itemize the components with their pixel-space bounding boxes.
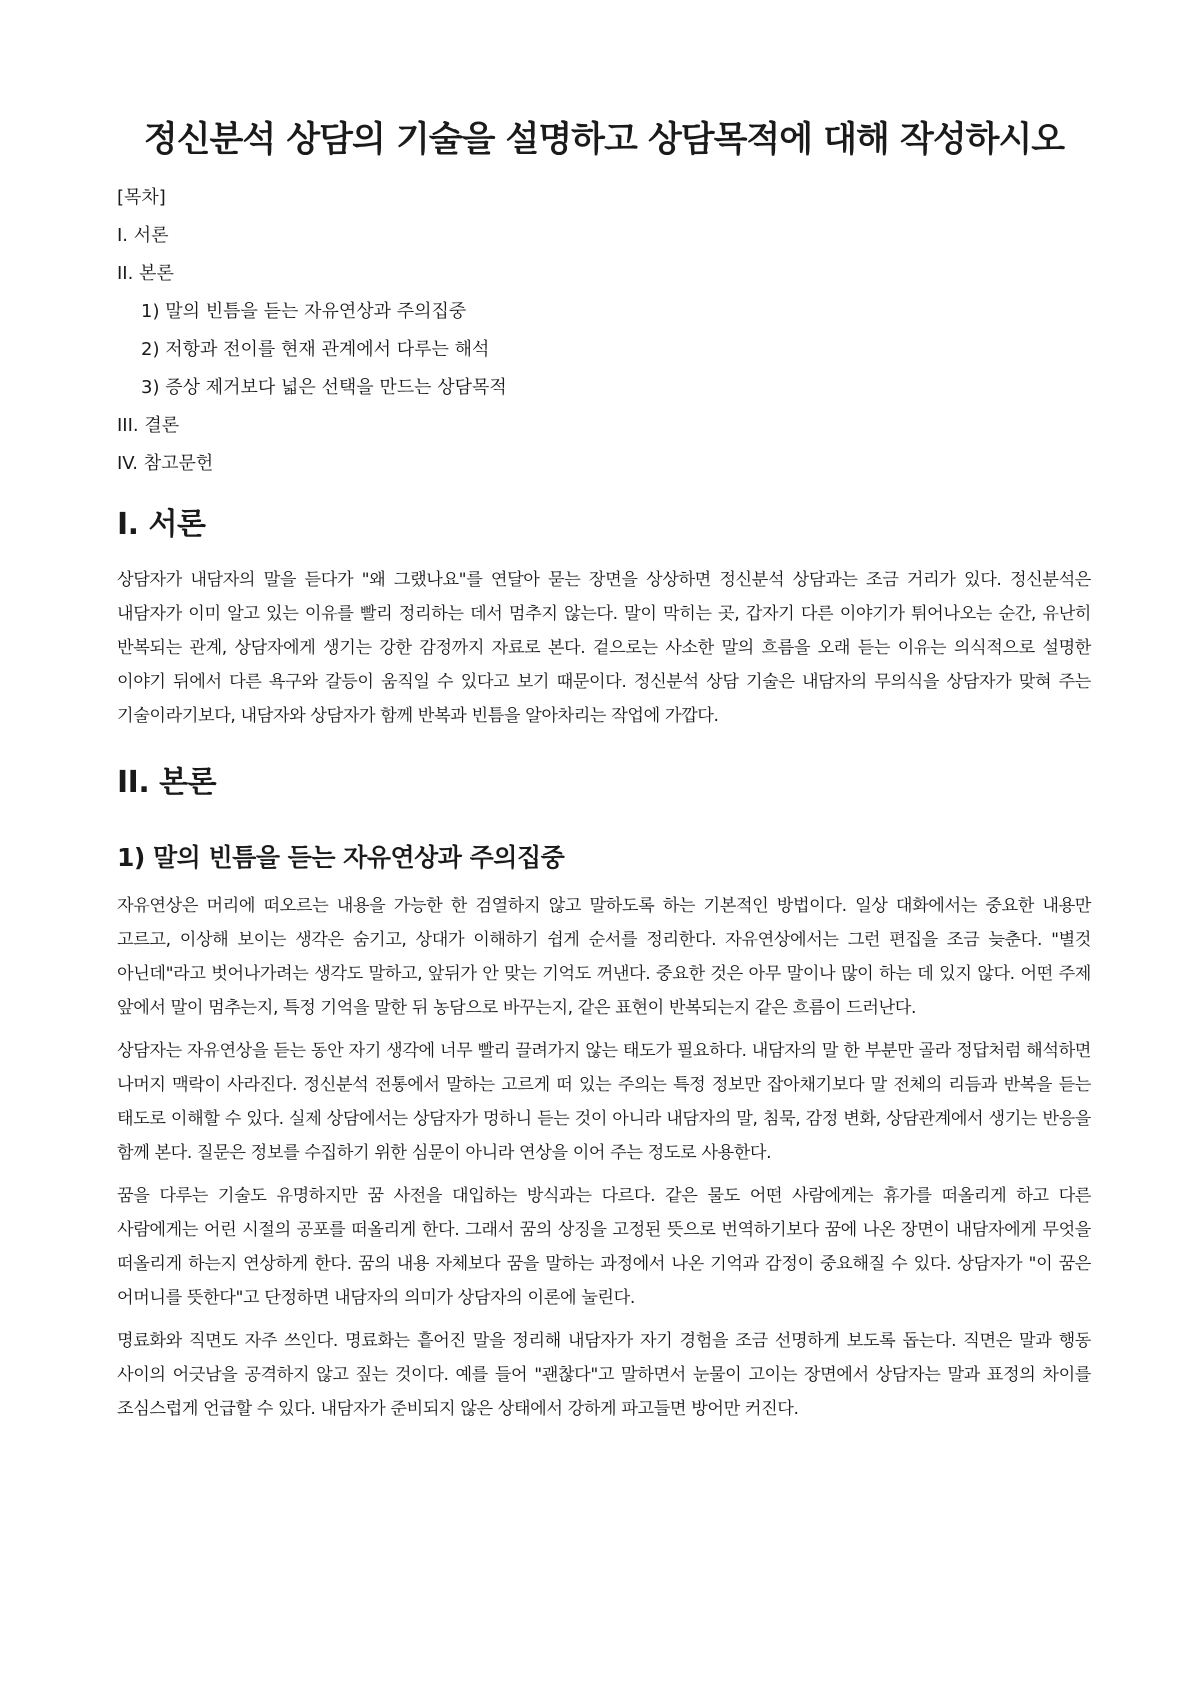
- section-heading-body: II. 본론: [117, 765, 217, 800]
- toc-subitem: 1) 말의 빈틈을 듣는 자유연상과 주의집중: [141, 301, 467, 322]
- toc-item: III. 결론: [117, 415, 180, 436]
- toc-item: II. 본론: [117, 263, 174, 284]
- toc-item: IV. 참고문헌: [117, 453, 214, 474]
- subsection-heading-1: 1) 말의 빈틈을 듣는 자유연상과 주의집중: [117, 843, 565, 872]
- toc-heading: [목차]: [117, 187, 166, 208]
- body-paragraph: 자유연상은 머리에 떠오르는 내용을 가능한 한 검열하지 않고 말하도록 하는 기본적인 방법이다. 일상 대화에서는 중요한 내용만 고르고, 이상해 보이는 생각은 숨기고, 상대가 이해하기 쉽게 순서를 정리한다. 자유연상에서는 그런 편집을 조금 늦춘다. "별것 아닌데"라고 벗어나가려는 생각도 말하고, 앞뒤가 안 맞는 기억도 꺼낸다. 중요한 것은 아무 말이나 많이 하는 데 있지 않다. 어떤 주제 앞에서 말이 멈추는지, 특정 기억을 말한 뒤 농담으로 바꾸는지, 같은 표현이 반복되는지 같은 흐름이 드러난다.: [117, 896, 1091, 1018]
- body-paragraph: 상담자는 자유연상을 듣는 동안 자기 생각에 너무 빨리 끌려가지 않는 태도가 필요하다. 내담자의 말 한 부분만 골라 정답처럼 해석하면 나머지 맥락이 사라진다. 정신분석 전통에서 말하는 고르게 떠 있는 주의는 특정 정보만 잡아채기보다 말 전체의 리듬과 반복을 듣는 태도로 이해할 수 있다. 실제 상담에서는 상담자가 멍하니 듣는 것이 아니라 내담자의 말, 침묵, 감정 변화, 상담관계에서 생기는 반응을 함께 본다. 질문은 정보를 수집하기 위한 심문이 아니라 연상을 이어 주는 정도로 사용한다.: [117, 1041, 1091, 1163]
- document-page: [117, 110, 1091, 1435]
- document-title: 정신분석 상담의 기술을 설명하고 상담목적에 대해 작성하시오: [143, 120, 1065, 160]
- body-paragraph: 명료화와 직면도 자주 쓰인다. 명료화는 흩어진 말을 정리해 내담자가 자기 경험을 조금 선명하게 보도록 돕는다. 직면은 말과 행동 사이의 어긋남을 공격하지 않고 짚는 것이다. 예를 들어 "괜찮다"고 말하면서 눈물이 고이는 장면에서 상담자는 말과 표정의 차이를 조심스럽게 언급할 수 있다. 내담자가 준비되지 않은 상태에서 강하게 파고들면 방어만 커진다.: [117, 1331, 1091, 1419]
- toc-subitem: 2) 저항과 전이를 현재 관계에서 다루는 해석: [141, 339, 490, 360]
- toc-item: I. 서론: [117, 225, 169, 246]
- table-of-contents: [117, 186, 1091, 475]
- body-paragraph: 상담자가 내담자의 말을 듣다가 "왜 그랬나요"를 연달아 묻는 장면을 상상하면 정신분석 상담과는 조금 거리가 있다. 정신분석은 내담자가 이미 알고 있는 이유를 빨리 정리하는 데서 멈추지 않는다. 말이 막히는 곳, 갑자기 다른 이야기가 튀어나오는 순간, 유난히 반복되는 관계, 상담자에게 생기는 강한 감정까지 자료로 본다. 겉으로는 사소한 말의 흐름을 오래 듣는 이유는 의식적으로 설명한 이야기 뒤에서 다른 욕구와 갈등이 움직일 수 있다고 보기 때문이다. 정신분석 상담 기술은 내담자의 무의식을 상담자가 맞혀 주는 기술이라기보다, 내담자와 상담자가 함께 반복과 빈틈을 알아차리는 작업에 가깝다.: [117, 570, 1091, 726]
- section-heading-intro: I. 서론: [117, 507, 206, 542]
- body-paragraph: 꿈을 다루는 기술도 유명하지만 꿈 사전을 대입하는 방식과는 다르다. 같은 물도 어떤 사람에게는 휴가를 떠올리게 하고 다른 사람에게는 어린 시절의 공포를 떠올리게 한다. 그래서 꿈의 상징을 고정된 뜻으로 번역하기보다 꿈에 나온 장면이 내담자에게 무엇을 떠올리게 하는지 연상하게 한다. 꿈의 내용 자체보다 꿈을 말하는 과정에서 나온 기억과 감정이 중요해질 수 있다. 상담자가 "이 꿈은 어머니를 뜻한다"고 단정하면 내담자의 의미가 상담자의 이론에 눌린다.: [117, 1186, 1091, 1308]
- toc-subitem: 3) 증상 제거보다 넓은 선택을 만드는 상담목적: [141, 377, 507, 398]
